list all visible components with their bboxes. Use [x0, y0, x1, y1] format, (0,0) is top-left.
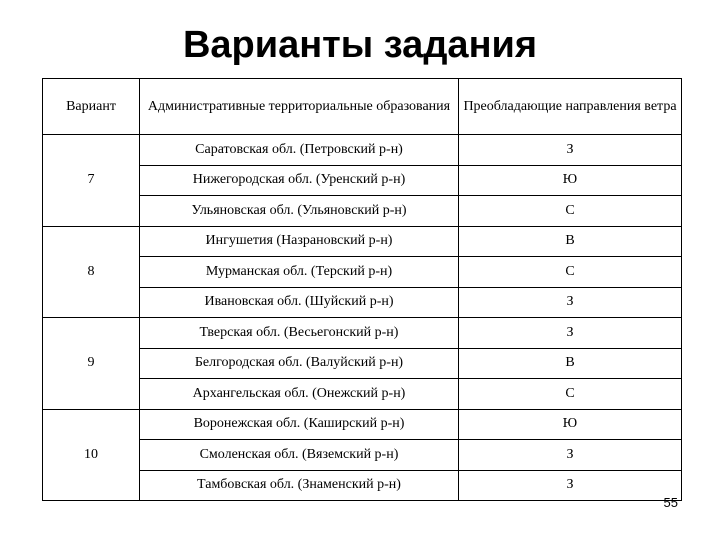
wind-cell: З	[459, 318, 682, 349]
region-cell: Мурманская обл. (Терский р-н)	[140, 257, 459, 288]
wind-cell: З	[459, 470, 682, 501]
variants-table	[42, 78, 682, 501]
region-cell: Ивановская обл. (Шуйский р-н)	[140, 287, 459, 318]
wind-cell: З	[459, 135, 682, 166]
wind-cell: С	[459, 257, 682, 288]
page-number: 55	[663, 495, 678, 510]
wind-cell: Ю	[459, 409, 682, 440]
region-cell: Белгородская обл. (Валуйский р-н)	[140, 348, 459, 379]
table-header-row	[43, 79, 682, 135]
wind-cell: В	[459, 226, 682, 257]
region-cell: Ульяновская обл. (Ульяновский р-н)	[140, 196, 459, 227]
variant-cell: 10	[43, 409, 140, 501]
region-cell: Саратовская обл. (Петровский р-н)	[140, 135, 459, 166]
table-row	[43, 135, 682, 166]
region-cell: Тамбовская обл. (Знаменский р-н)	[140, 470, 459, 501]
wind-cell: С	[459, 379, 682, 410]
region-cell: Ингушетия (Назрановский р-н)	[140, 226, 459, 257]
wind-cell: С	[459, 196, 682, 227]
region-cell: Воронежская обл. (Каширский р-н)	[140, 409, 459, 440]
wind-cell: В	[459, 348, 682, 379]
table-row	[43, 318, 682, 349]
table-row	[43, 409, 682, 440]
wind-cell: З	[459, 287, 682, 318]
wind-cell: З	[459, 440, 682, 471]
variant-cell: 7	[43, 135, 140, 227]
region-cell: Нижегородская обл. (Уренский р-н)	[140, 165, 459, 196]
header-region: Административные территориальные образования	[140, 79, 459, 135]
wind-cell: Ю	[459, 165, 682, 196]
page-title: Варианты задания	[182, 24, 538, 66]
region-cell: Тверская обл. (Весьегонский р-н)	[140, 318, 459, 349]
variant-cell: 9	[43, 318, 140, 410]
region-cell: Архангельская обл. (Онежский р-н)	[140, 379, 459, 410]
variant-cell: 8	[43, 226, 140, 318]
region-cell: Смоленская обл. (Вяземский р-н)	[140, 440, 459, 471]
header-wind: Преобладающие направления ветра	[459, 79, 682, 135]
header-variant: Вариант	[43, 79, 140, 135]
table-row	[43, 226, 682, 257]
